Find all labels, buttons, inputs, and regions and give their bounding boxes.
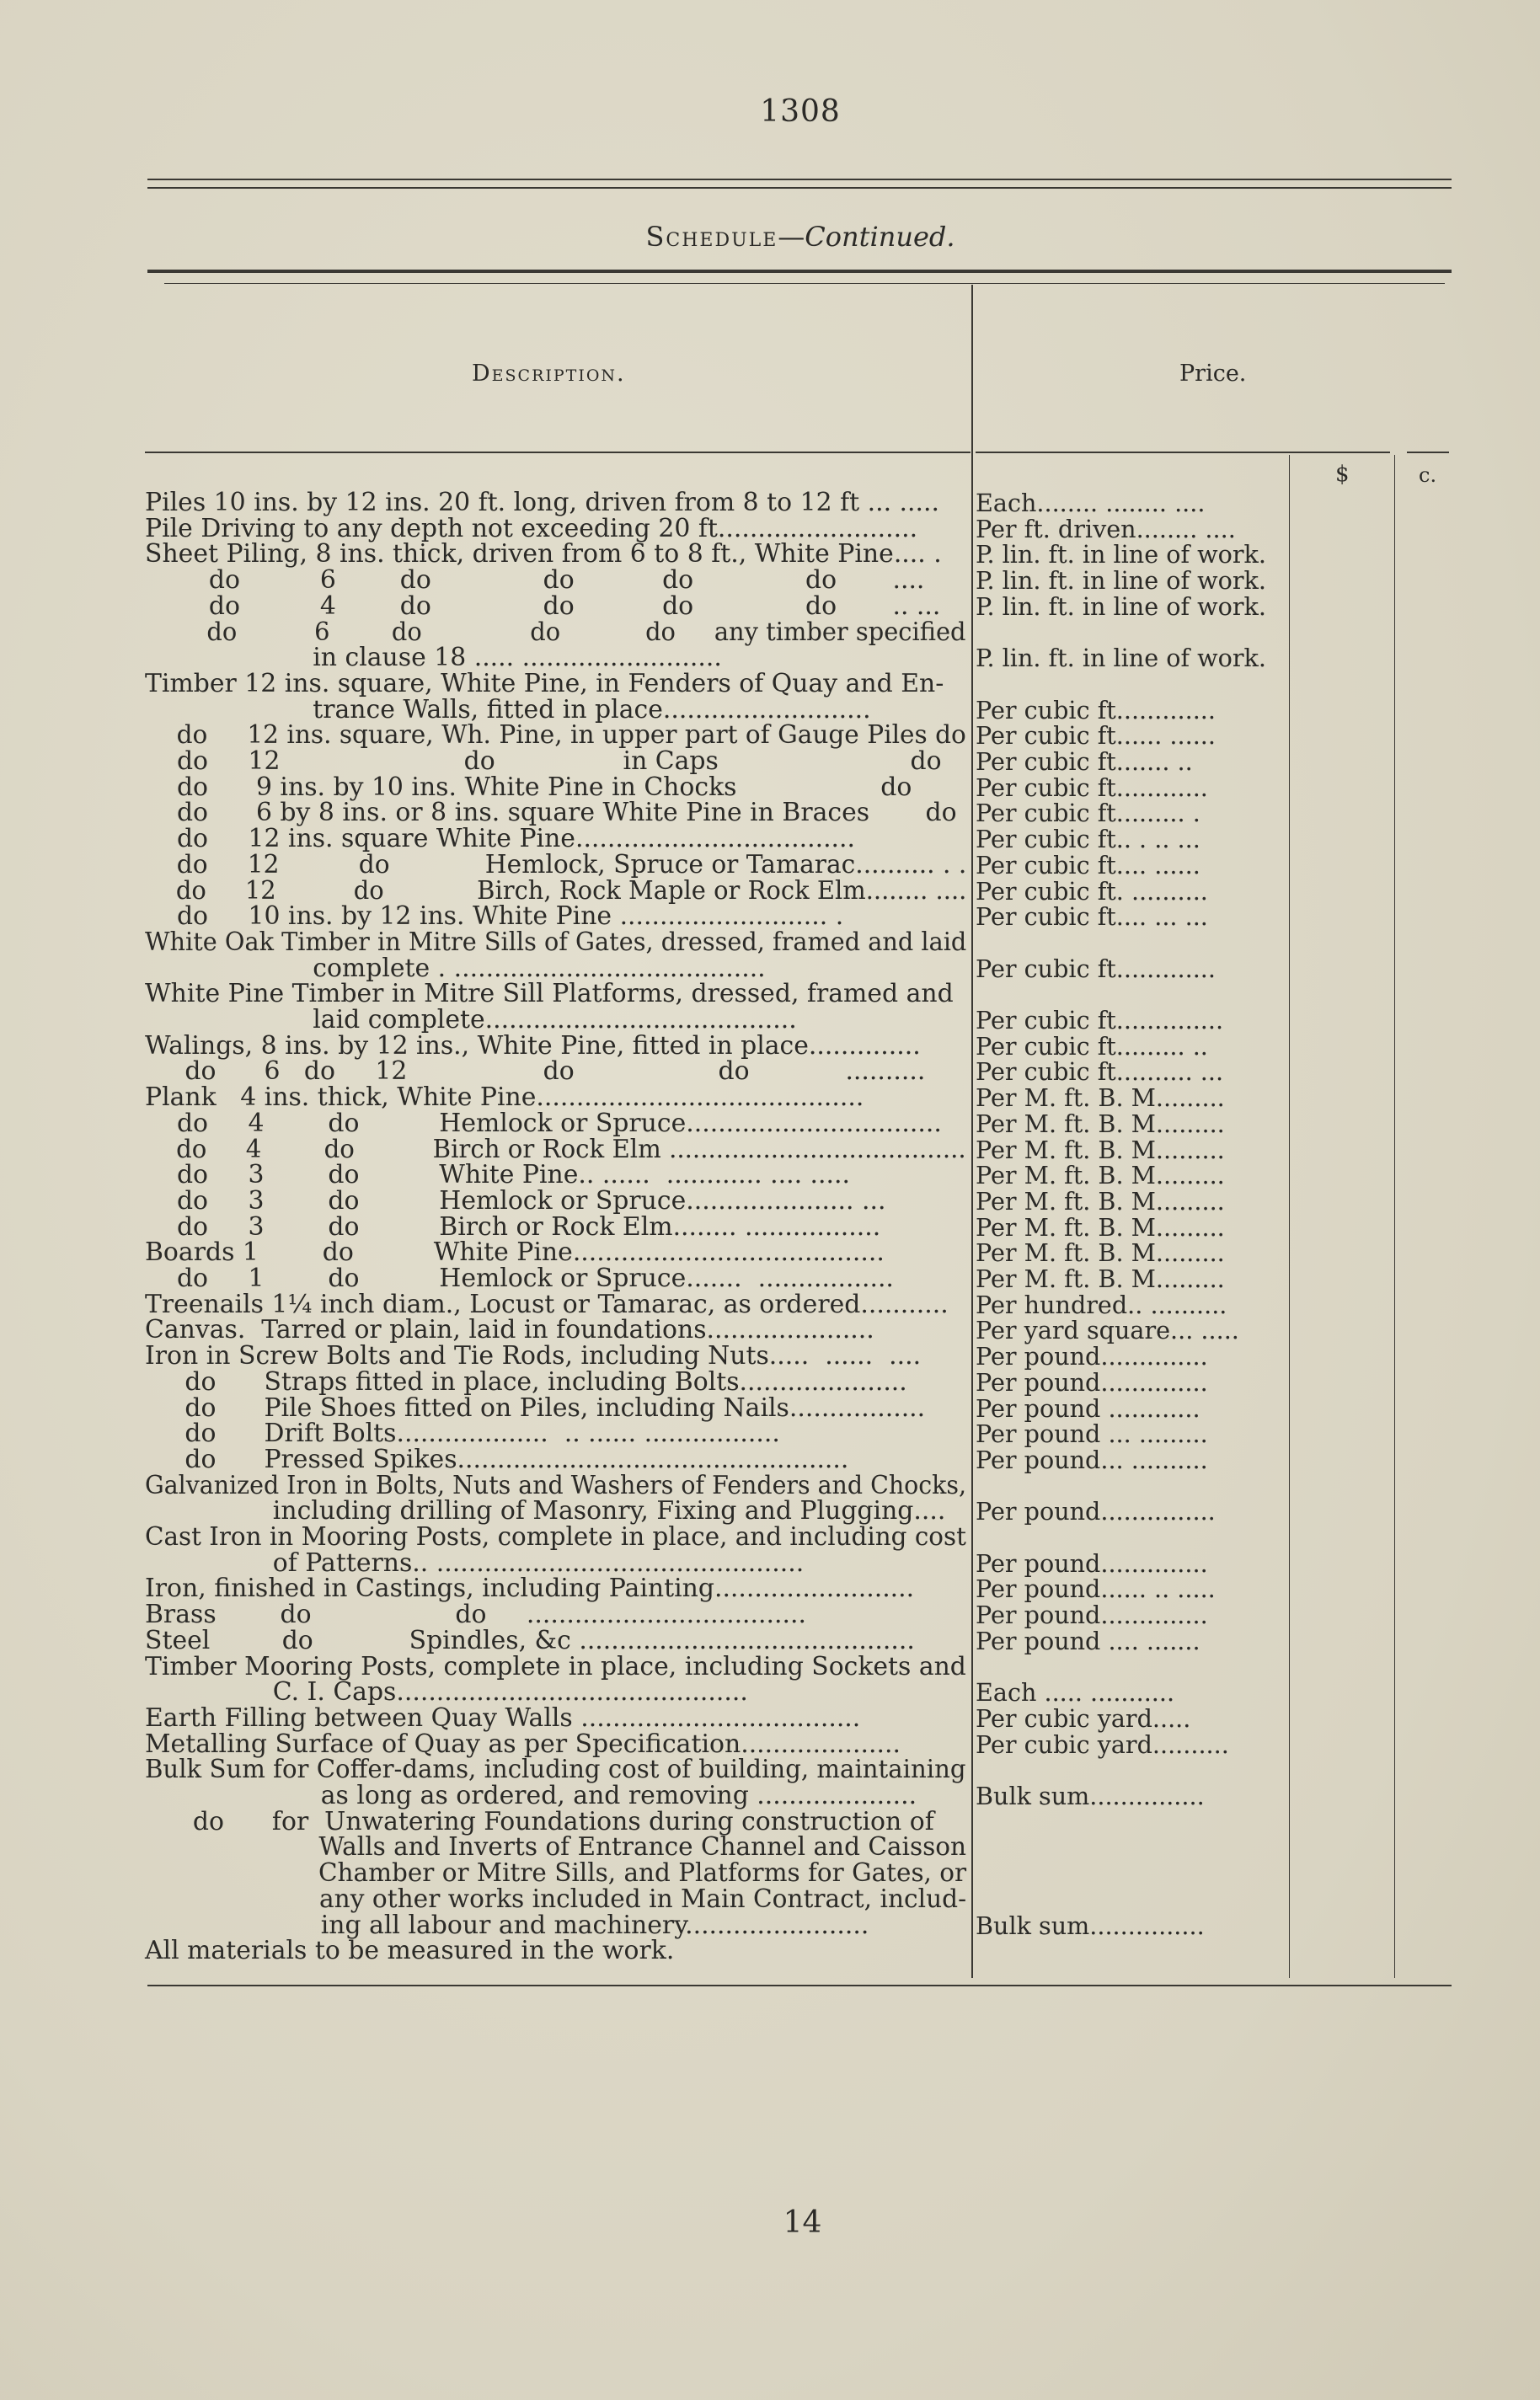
- cents-header: c.: [1419, 463, 1437, 487]
- row-unit: Per pound..............: [976, 1548, 1208, 1578]
- row-description: do Pile Shoes fitted on Piles, including Nails.................: [145, 1392, 926, 1423]
- row-description: Chamber or Mitre Sills, and Platforms for Gates, or: [145, 1858, 967, 1889]
- row-unit: Per cubic ft.............: [976, 954, 1216, 983]
- row-unit: P. lin. ft. in line of work.: [976, 540, 1266, 569]
- table-bottom-rule: [147, 1985, 1452, 1986]
- row-description: Plank 4 ins. thick, White Pine.........................................: [145, 1082, 864, 1113]
- row-unit: Per cubic ft......... ..: [976, 1031, 1208, 1061]
- row-description: do 6 do do do do ....: [145, 565, 925, 596]
- row-unit: Per M. ft. B. M.........: [976, 1135, 1225, 1164]
- table-top-rule-thin: [164, 283, 1445, 284]
- row-unit: Per M. ft. B. M.........: [976, 1212, 1225, 1242]
- row-unit: Per yard square... .....: [976, 1316, 1239, 1345]
- row-description: do 3 do Hemlock or Spruce..................... ...: [145, 1185, 886, 1216]
- row-unit: Per M. ft. B. M.........: [976, 1238, 1225, 1268]
- row-description: including drilling of Masonry, Fixing and Plugging....: [145, 1496, 946, 1526]
- row-description: Timber Mooring Posts, complete in place, including Sockets and: [145, 1651, 966, 1681]
- description-header-rule: [145, 452, 971, 453]
- row-unit: Per cubic ft.. . .. ...: [976, 825, 1200, 854]
- dollar-column-divider: [1289, 455, 1290, 1978]
- row-unit: Per cubic ft..............: [976, 1006, 1224, 1034]
- row-description: Cast Iron in Mooring Posts, complete in place, and including cost: [145, 1522, 966, 1552]
- cents-header-rule: [1407, 452, 1449, 453]
- row-description: Galvanized Iron in Bolts, Nuts and Washers of Fenders and Chocks,: [145, 1470, 967, 1500]
- row-unit: Per pound..............: [976, 1367, 1208, 1397]
- row-description: Canvas. Tarred or plain, laid in foundations.....................: [145, 1315, 874, 1345]
- row-description: Boards 1 do White Pine.......................................: [145, 1237, 885, 1268]
- row-description: Walings, 8 ins. by 12 ins., White Pine, fitted in place..............: [145, 1030, 921, 1061]
- row-description: complete . .......................................: [145, 953, 766, 983]
- row-unit: Per pound ... .........: [976, 1419, 1208, 1449]
- row-description: Timber 12 ins. square, White Pine, in Fenders of Quay and En-: [145, 668, 944, 698]
- row-unit: P. lin. ft. in line of work.: [976, 566, 1266, 596]
- row-description: Iron in Screw Bolts and Tie Rods, including Nuts..... ...... ....: [145, 1341, 922, 1371]
- row-unit: Per pound...............: [976, 1497, 1216, 1526]
- row-unit: Per pound...... .. .....: [976, 1574, 1216, 1604]
- row-description: White Pine Timber in Mitre Sill Platforms, dressed, framed and: [145, 979, 954, 1009]
- top-rule: [147, 179, 1452, 180]
- row-description: do for Unwatering Foundations during construction of: [145, 1806, 934, 1836]
- row-unit: Per M. ft. B. M.........: [976, 1109, 1225, 1138]
- row-description: do Pressed Spikes.................................................: [145, 1444, 849, 1474]
- row-unit: Per cubic ft.......... ...: [976, 1057, 1224, 1087]
- row-description: do 3 do Birch or Rock Elm........ .................: [145, 1211, 881, 1242]
- row-description: do 12 do Birch, Rock Maple or Rock Elm........ ....: [145, 875, 967, 906]
- row-description: Sheet Piling, 8 ins. thick, driven from 6 to 8 ft., White Pine.... .: [145, 539, 942, 569]
- row-unit: Each........ ........ ....: [976, 489, 1206, 517]
- row-unit: Per cubic yard.....: [976, 1703, 1191, 1733]
- row-unit: Per ft. driven........ ....: [976, 514, 1236, 543]
- row-unit: Per M. ft. B. M.........: [976, 1264, 1225, 1293]
- row-description: Brass do do ...................................: [145, 1600, 806, 1630]
- row-description: Piles 10 ins. by 12 ins. 20 ft. long, driven from 8 to 12 ft ... .....: [145, 488, 939, 517]
- row-description: All materials to be measured in the work.: [145, 1936, 675, 1966]
- row-description: laid complete.......................................: [145, 1005, 797, 1034]
- price-header-rule: [976, 452, 1390, 453]
- row-description: do 10 ins. by 12 ins. White Pine .......................... .: [145, 901, 844, 932]
- row-description: do 6 do 12 do do ..........: [145, 1056, 926, 1087]
- row-unit: Per M. ft. B. M.........: [976, 1161, 1225, 1190]
- cents-column-divider: [1394, 455, 1395, 1978]
- row-description: Metalling Surface of Quay as per Specification....................: [145, 1729, 901, 1759]
- schedule-title: [0, 221, 1540, 253]
- row-description: C. I. Caps............................................: [145, 1677, 748, 1708]
- row-unit: Bulk sum...............: [976, 1782, 1205, 1810]
- row-description: as long as ordered, and removing ....................: [145, 1781, 917, 1810]
- top-rule-2: [147, 187, 1452, 189]
- schedule-title-main: Schedule: [645, 221, 778, 253]
- row-description: trance Walls, fitted in place..........................: [145, 694, 871, 724]
- row-description: do 12 do Hemlock, Spruce or Tamarac.......... . .: [145, 849, 967, 879]
- row-description: any other works included in Main Contract, includ-: [145, 1884, 967, 1914]
- table-top-rule: [147, 270, 1452, 273]
- row-description: Bulk Sum for Coffer-dams, including cost of building, maintaining: [145, 1755, 966, 1785]
- row-description: do 4 do Birch or Rock Elm ......................................: [145, 1134, 966, 1164]
- row-unit: Per cubic ft...... ......: [976, 721, 1216, 751]
- row-unit: Per cubic ft....... ..: [976, 747, 1193, 776]
- schedule-title-italic: Continued.: [805, 221, 955, 253]
- row-unit: Bulk sum...............: [976, 1911, 1205, 1940]
- row-unit: P. lin. ft. in line of work.: [976, 591, 1266, 621]
- row-description: Walls and Inverts of Entrance Channel and Caisson: [145, 1832, 967, 1863]
- row-unit: P. lin. ft. in line of work.: [976, 644, 1266, 673]
- price-column-divider: [971, 285, 973, 1978]
- row-description: Iron, finished in Castings, including Painting.........................: [145, 1574, 915, 1604]
- row-description: do 12 ins. square White Pine...................................: [145, 824, 856, 854]
- row-unit: Per cubic yard..........: [976, 1729, 1229, 1759]
- row-description: do 9 ins. by 10 ins. White Pine in Chocks do: [145, 772, 912, 802]
- row-unit: Per pound..............: [976, 1601, 1208, 1630]
- row-unit: Per pound .... .......: [976, 1626, 1200, 1655]
- row-description: do 12 ins. square, Wh. Pine, in upper part of Gauge Piles do: [145, 720, 966, 751]
- row-unit: Per cubic ft.............: [976, 695, 1216, 724]
- row-description: do 6 by 8 ins. or 8 ins. square White Pine in Braces do: [145, 798, 957, 828]
- dollar-header: $: [1335, 462, 1350, 487]
- footer-number: 14: [783, 2205, 822, 2240]
- row-description: of Patterns.. ..............................................: [145, 1547, 805, 1578]
- row-description: do 12 do in Caps do: [145, 746, 942, 776]
- row-unit: Per cubic ft.... ......: [976, 850, 1200, 879]
- description-header: Description.: [472, 361, 626, 387]
- row-description: do 3 do White Pine.. ...... ............ .... .....: [145, 1160, 850, 1190]
- price-header: Price.: [1179, 361, 1247, 387]
- row-description: Steel do Spindles, &c ..........................................: [145, 1625, 915, 1655]
- row-unit: Per cubic ft......... .: [976, 799, 1200, 828]
- page-number: 1308: [760, 94, 841, 129]
- row-description: White Oak Timber in Mitre Sills of Gates, dressed, framed and laid: [145, 927, 967, 957]
- row-description: do 4 do Hemlock or Spruce................................: [145, 1108, 942, 1138]
- row-unit: Per pound..............: [976, 1342, 1208, 1371]
- row-unit: Per hundred.. ..........: [976, 1290, 1227, 1319]
- row-description: Treenails 1¼ inch diam., Locust or Tamarac, as ordered...........: [145, 1289, 949, 1319]
- row-unit: Per pound ............: [976, 1393, 1200, 1423]
- row-description: Earth Filling between Quay Walls ...................................: [145, 1702, 861, 1733]
- row-unit: Per M. ft. B. M.........: [976, 1083, 1225, 1113]
- schedule-title-sep: —: [778, 221, 805, 253]
- row-description: do 1 do Hemlock or Spruce....... .................: [145, 1264, 894, 1293]
- row-description: in clause 18 ..... .........................: [145, 643, 722, 673]
- row-description: ing all labour and machinery.......................: [145, 1910, 869, 1940]
- row-unit: Per pound... ..........: [976, 1445, 1208, 1474]
- row-unit: Per cubic ft. ..........: [976, 876, 1208, 906]
- row-unit: Per cubic ft.... ... ...: [976, 902, 1208, 932]
- row-description: do 6 do do do any timber specified: [145, 617, 966, 647]
- row-description: do Drift Bolts................... .. ...... .................: [145, 1419, 780, 1449]
- row-description: do Straps fitted in place, including Bolts.....................: [145, 1366, 907, 1397]
- row-unit: Per M. ft. B. M.........: [976, 1186, 1225, 1216]
- row-unit: Each ..... ...........: [976, 1678, 1175, 1708]
- row-description: Pile Driving to any depth not exceeding 20 ft.........................: [145, 513, 918, 543]
- row-description: do 4 do do do do .. ...: [145, 591, 941, 621]
- row-unit: Per cubic ft............: [976, 772, 1208, 802]
